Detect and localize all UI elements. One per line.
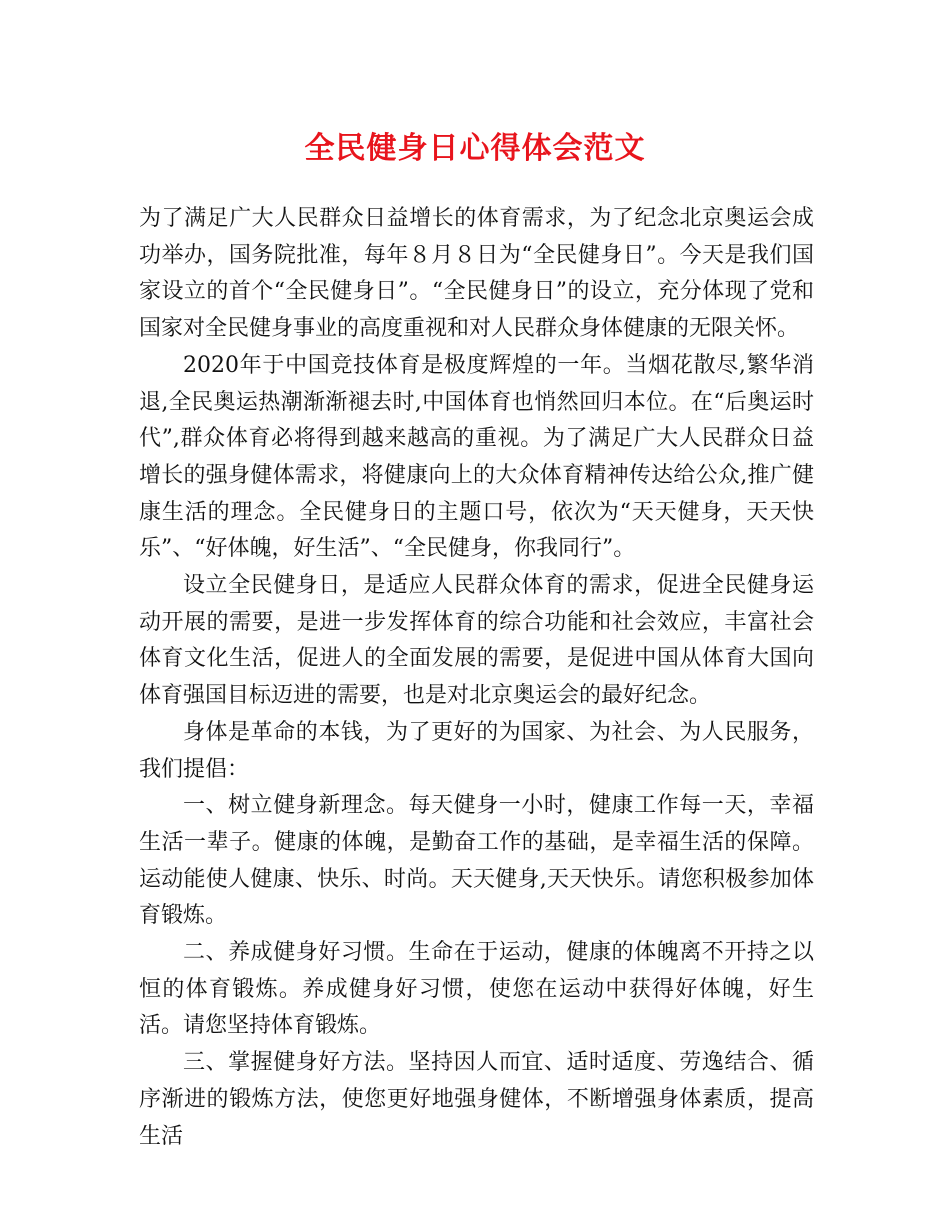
paragraph-item-3: 三、掌握健身好方法。坚持因人而宜、适时适度、劳逸结合、循序渐进的锻炼方法，使您更好地强身健体，不断增强身体素质，提高生活 — [139, 1050, 814, 1149]
paragraph-item-2: 二、养成健身好习惯。生命在于运动，健康的体魄离不开持之以恒的体育锻炼。养成健身好习惯，使您在运动中获得好体魄，好生活。请您坚持体育锻炼。 — [139, 940, 814, 1039]
paragraph-2020: 2020年于中国竞技体育是极度辉煌的一年。当烟花散尽,繁华消退,全民奥运热潮渐渐褪去时,中国体育也悄然回归本位。在“后奥运时代”,群众体育必将得到越来越高的重视。为了满足广大人民群众日益增长的强身健体需求，将健康向上的大众体育精神传达给公众,推广健康生活的理念。全民健身日的主题口号，依次为“天天健身，天天快乐”、“好体魄，好生活”、“全民健身，你我同行”。 — [139, 352, 814, 562]
paragraph-intro: 为了满足广大人民群众日益增长的体育需求，为了纪念北京奥运会成功举办，国务院批准，每年８月８日为“全民健身日”。今天是我们国家设立的首个“全民健身日”。“全民健身日”的设立，充分体现了党和国家对全民健身事业的高度重视和对人民群众身体健康的无限关怀。 — [139, 206, 814, 342]
paragraph-advocate: 身体是革命的本钱，为了更好的为国家、为社会、为人民服务，我们提倡： — [139, 719, 814, 782]
document-title: 全民健身日心得体会范文 — [304, 131, 646, 166]
paragraph-purpose: 设立全民健身日，是适应人民群众体育的需求，促进全民健身运动开展的需要，是进一步发挥体育的综合功能和社会效应，丰富社会体育文化生活，促进人的全面发展的需要，是促进中国从体育大国向体育强国目标迈进的需要，也是对北京奥运会的最好纪念。 — [139, 573, 814, 709]
paragraph-item-1: 一、树立健身新理念。每天健身一小时，健康工作每一天，幸福生活一辈子。健康的体魄，是勤奋工作的基础，是幸福生活的保障。运动能使人健康、快乐、时尚。天天健身,天天快乐。请您积极参加体育锻炼。 — [139, 793, 814, 929]
document-body — [139, 201, 814, 1155]
